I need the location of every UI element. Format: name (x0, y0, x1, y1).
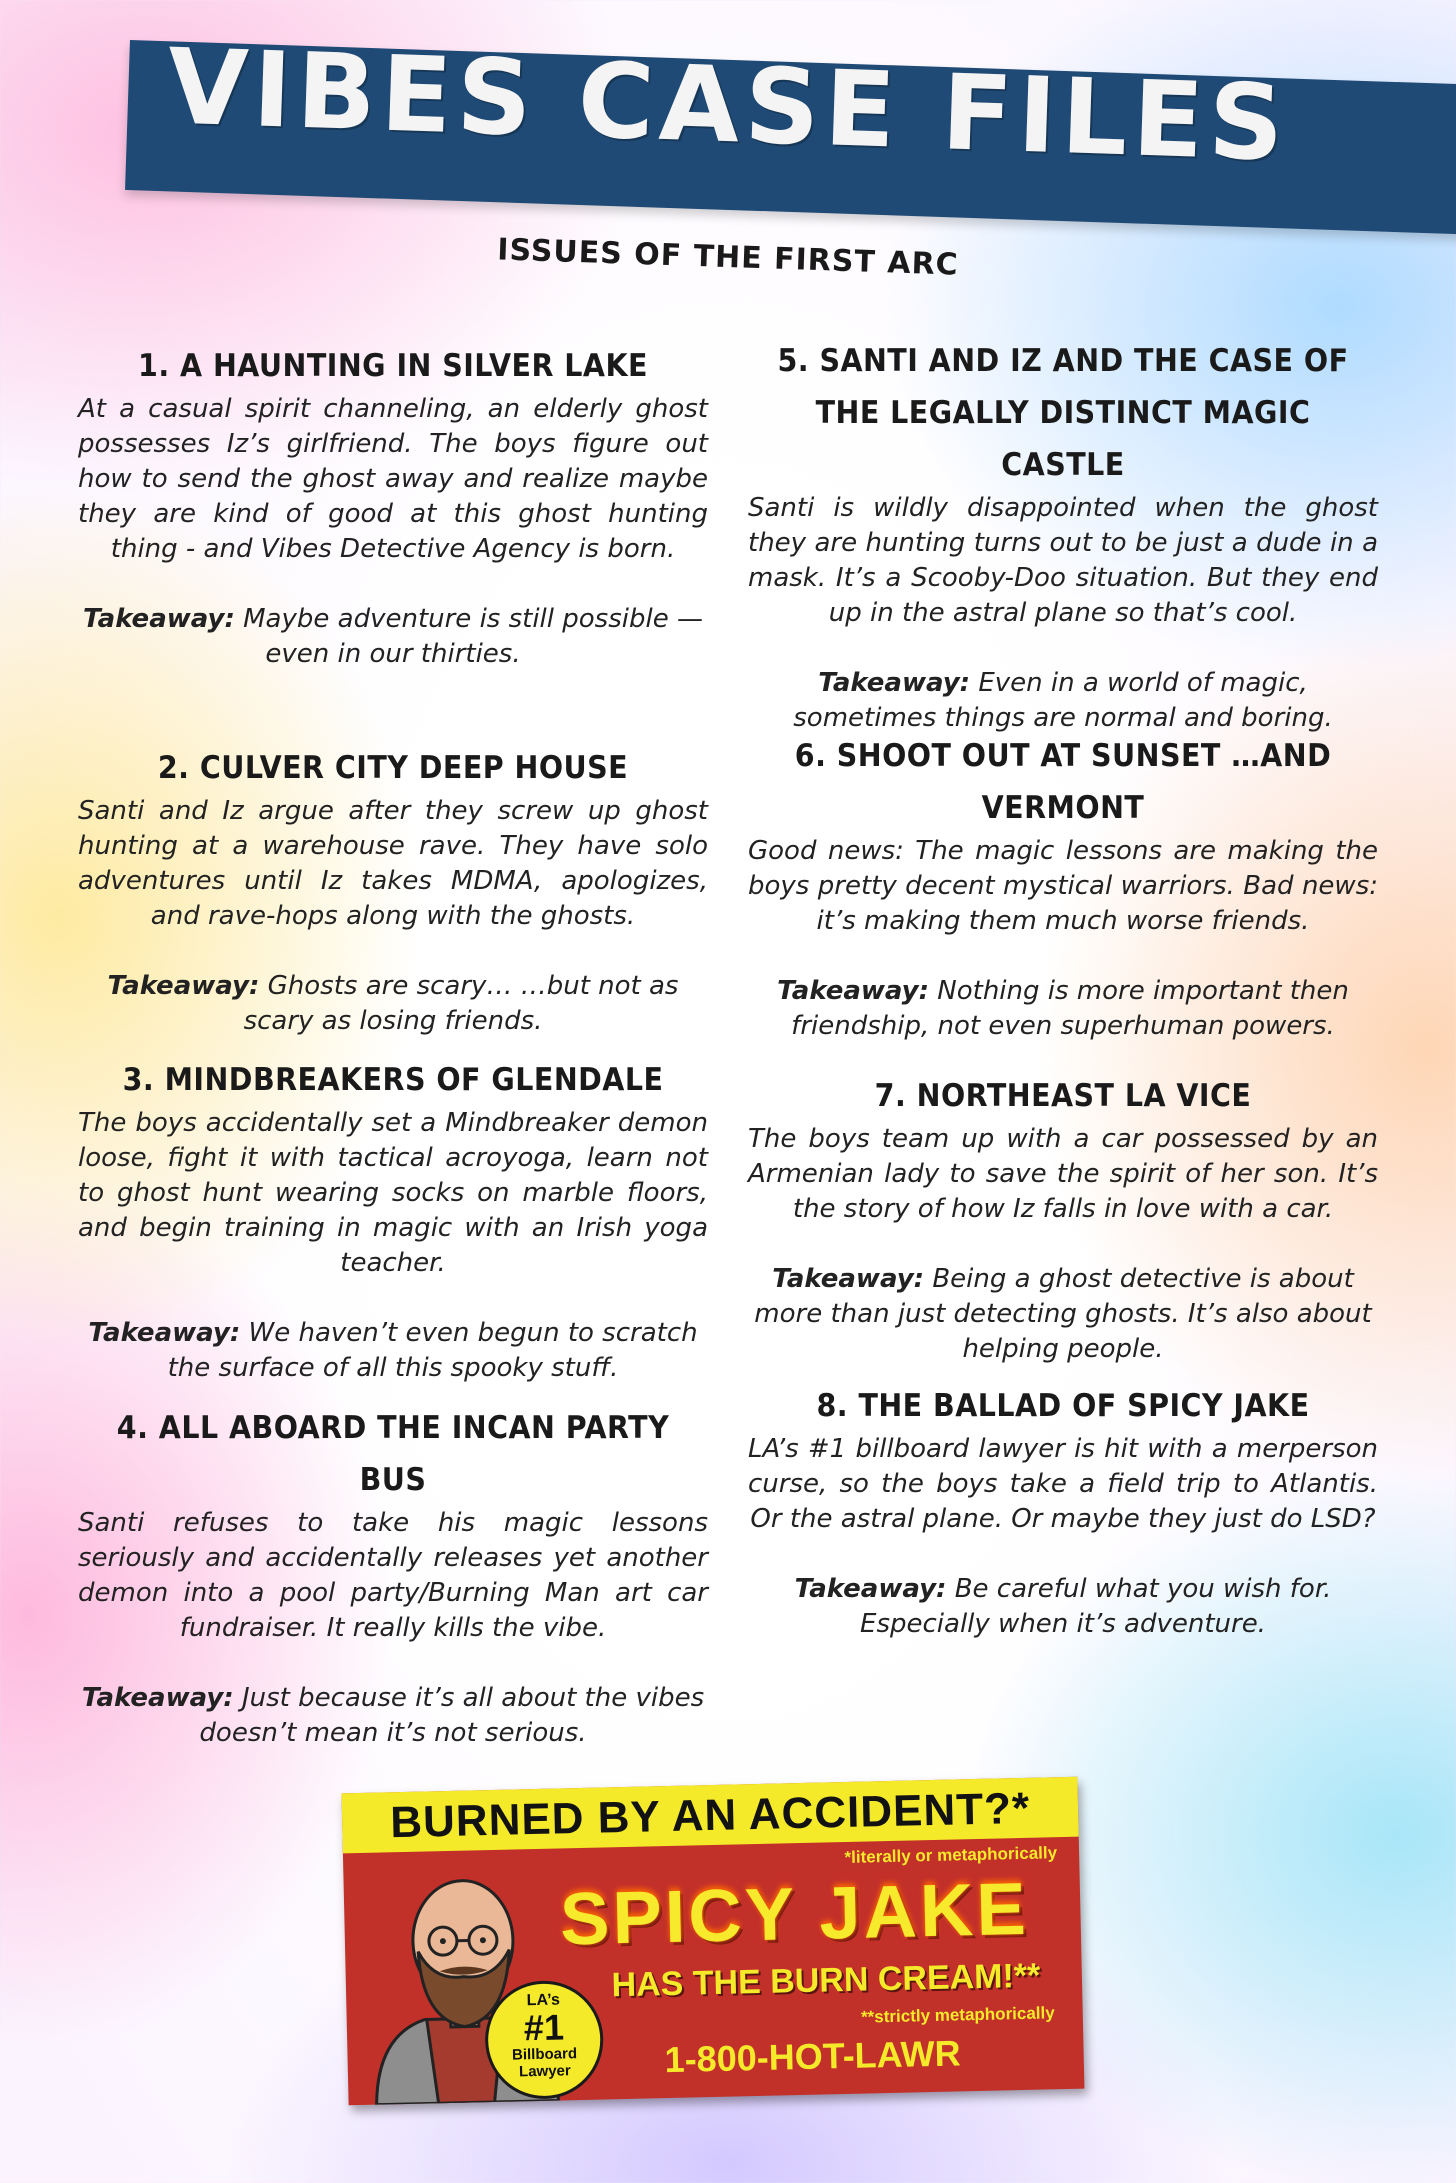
episode-1 (78, 340, 708, 670)
episode-title: 4. ALL ABOARD THE INCAN PARTY BUS (116, 1410, 670, 1498)
episode-4 (78, 1402, 708, 1751)
episode-description: At a casual spirit channeling, an elderly ghost possesses Iz’s girlfriend. The boys figure out how to send the ghost away and realize maybe they are kind of good at this ghost hunting thing - and Vibes Detective Agency is born. (78, 394, 708, 564)
episode-description: Santi is wildly disappointed when the ghost they are hunting turns out to be just a dude in a mask. It’s a Scooby-Doo situation. But they end up in the astral plane so that’s cool. (748, 493, 1378, 628)
episode-title: 1. A HAUNTING IN SILVER LAKE (138, 348, 648, 384)
billboard-fine-print-1: *literally or metaphorically (844, 1843, 1058, 1867)
takeaway-label: Takeaway: (81, 1683, 234, 1713)
episode-takeaway (78, 1316, 708, 1386)
takeaway-text: Nothing is more important then friendship, not even superhuman powers. (791, 976, 1349, 1041)
episode-2 (78, 742, 708, 1082)
takeaway-text: Being a ghost detective is about more than just detecting ghosts. It’s also about helping people. (754, 1264, 1372, 1364)
episode-8 (748, 1380, 1378, 1642)
badge-line-2: Lawyer (518, 2062, 571, 2081)
takeaway-label: Takeaway: (818, 668, 971, 698)
episode-description: Good news: The magic lessons are making the boys pretty decent mystical warriors. Bad news: it’s making them much worse friends. (748, 836, 1378, 936)
episode-title: 2. CULVER CITY DEEP HOUSE (157, 750, 629, 786)
takeaway-text: Ghosts are scary… …but not as scary as losing friends. (243, 971, 679, 1036)
episode-description: Santi and Iz argue after they screw up ghost hunting at a warehouse rave. They have solo adventures until Iz takes MDMA, apologizes, and rave-hops along with the ghosts. (78, 796, 708, 931)
takeaway-text: Maybe adventure is still possible — even in our thirties. (243, 604, 703, 669)
spicy-jake-billboard (342, 1777, 1085, 2106)
episode-3 (78, 1054, 708, 1394)
episode-description: The boys team up with a car possessed by an Armenian lady to save the spirit of her son. It’s the story of how Iz falls in love with a car. (748, 1124, 1378, 1224)
left-column (78, 340, 708, 1751)
billboard-name: SPICY JAKE (559, 1866, 1030, 1961)
takeaway-text: Even in a world of magic, sometimes things are normal and boring. (793, 668, 1333, 733)
takeaway-text: We haven’t even begun to scratch the surface of all this spooky stuff. (167, 1318, 698, 1383)
episode-takeaway (748, 666, 1378, 736)
page-title: VIBES CASE FILES (165, 25, 1291, 185)
episode-takeaway (748, 974, 1378, 1044)
episode-takeaway (748, 1572, 1378, 1642)
episode-description: Santi refuses to take his magic lessons seriously and accidentally releases yet another demon into a pool party/Burning Man art car fundraiser. It really kills the vibe. (78, 1508, 708, 1643)
takeaway-label: Takeaway: (794, 1574, 947, 1604)
takeaway-label: Takeaway: (777, 976, 929, 1006)
billboard-tagline: HAS THE BURN CREAM!** (611, 1956, 1041, 2005)
episode-7 (748, 1070, 1378, 1400)
billboard-fine-print-2: **strictly metaphorically (860, 2003, 1055, 2027)
billboard-headline: BURNED BY AN ACCIDENT?* (389, 1783, 1031, 1848)
episode-description: LA’s #1 billboard lawyer is hit with a merperson curse, so the boys take a field trip to Atlantis. Or the astral plane. Or maybe they just do LSD? (748, 1434, 1378, 1534)
episode-takeaway (78, 602, 708, 672)
right-column (748, 335, 1378, 1642)
episode-6 (748, 730, 1378, 1070)
episode-title: 5. SANTI AND IZ AND THE CASE OF THE LEGALLY DISTINCT MAGIC CASTLE (777, 343, 1349, 483)
badge-rank: #1 (523, 2006, 565, 2049)
takeaway-label: Takeaway: (772, 1264, 925, 1294)
badge-top-text: LA’s (526, 1991, 561, 2010)
takeaway-text: Just because it’s all about the vibes doesn’t mean it’s not serious. (199, 1683, 705, 1748)
episode-5 (748, 335, 1378, 733)
episode-title: 6. SHOOT OUT AT SUNSET …AND VERMONT (794, 738, 1332, 826)
episode-takeaway (748, 1262, 1378, 1367)
episode-title: 7. NORTHEAST LA VICE (874, 1078, 1252, 1114)
takeaway-label: Takeaway: (83, 604, 235, 634)
takeaway-label: Takeaway: (107, 971, 260, 1001)
episode-title: 8. THE BALLAD OF SPICY JAKE (816, 1388, 1310, 1424)
number-one-badge (484, 1980, 605, 2101)
takeaway-text: Be careful what you wish for. Especially when it’s adventure. (860, 1574, 1332, 1639)
episode-takeaway (78, 969, 708, 1039)
episode-title: 3. MINDBREAKERS OF GLENDALE (122, 1062, 664, 1098)
billboard-phone-number: 1-800-HOT-LAWR (664, 2032, 962, 2081)
badge-line-1: Billboard (511, 2045, 578, 2064)
episode-description: The boys accidentally set a Mindbreaker demon loose, fight it with tactical acroyoga, learn not to ghost hunt wearing socks on marble floors, and begin training in magic with an Irish yoga teacher. (78, 1108, 708, 1278)
episode-takeaway (78, 1681, 708, 1751)
page-subtitle: ISSUES OF THE FIRST ARC (496, 232, 960, 283)
takeaway-label: Takeaway: (88, 1318, 241, 1348)
